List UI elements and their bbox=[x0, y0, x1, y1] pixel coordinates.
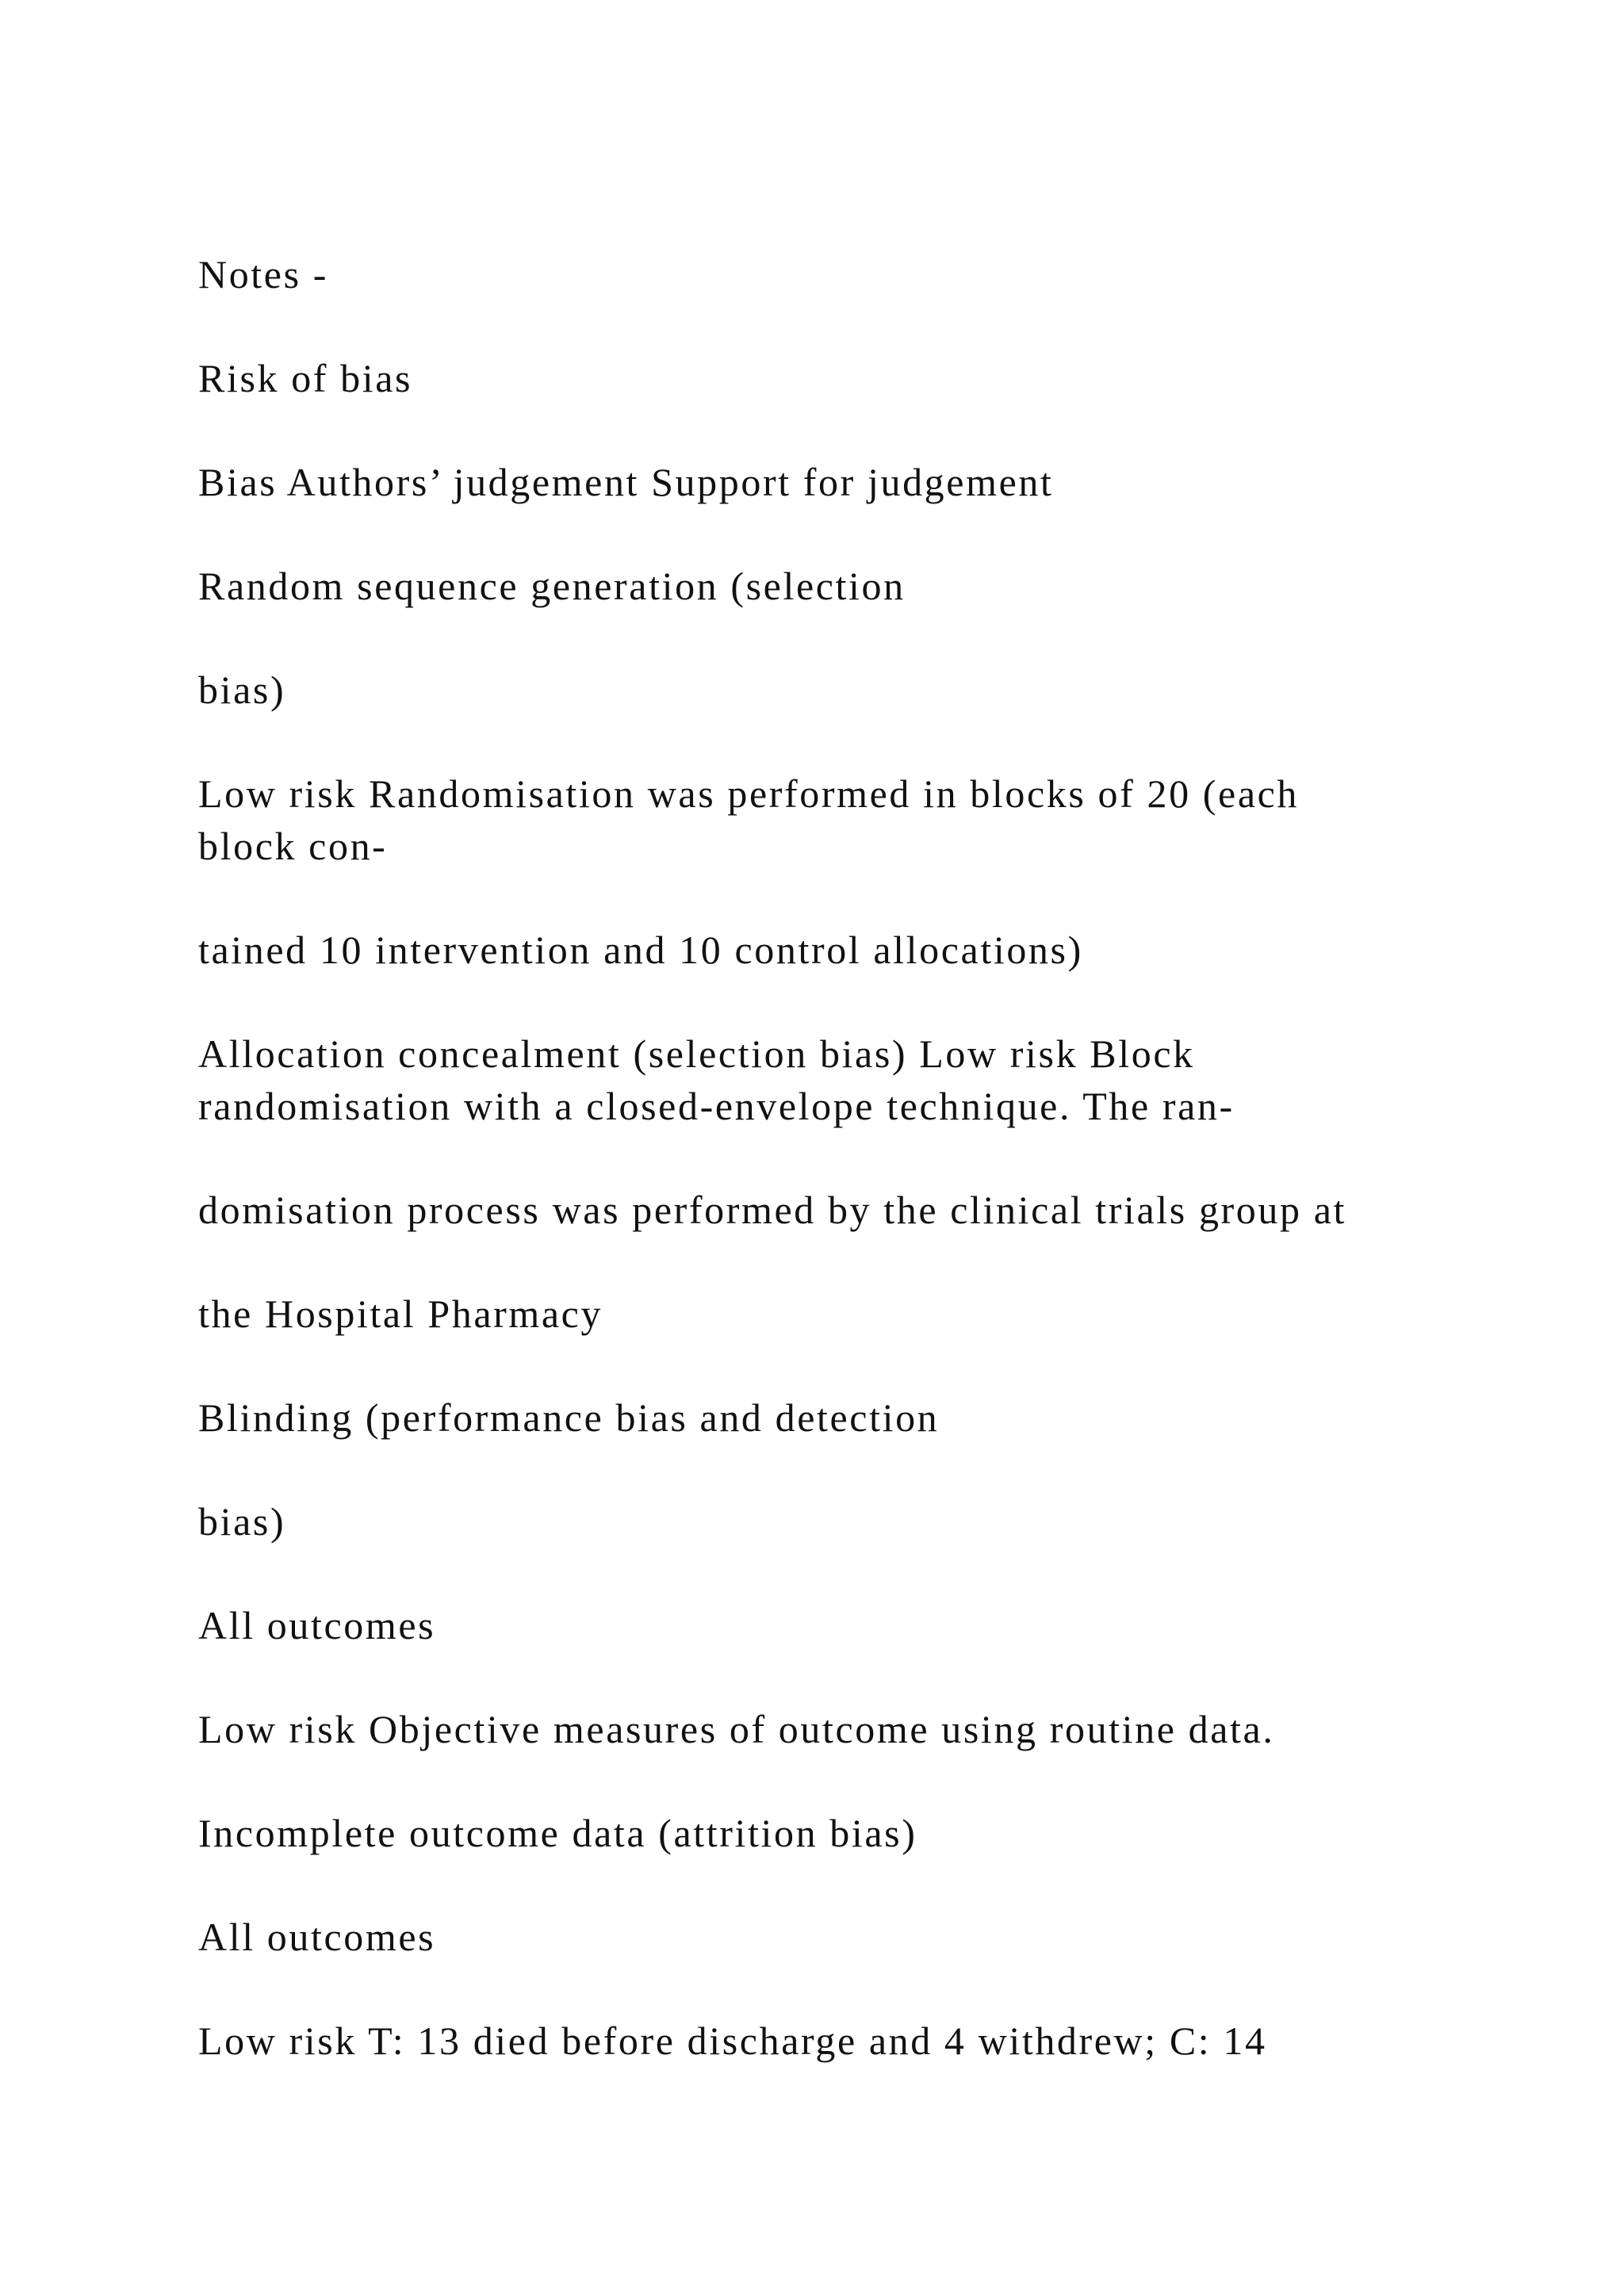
text-line: Random sequence generation (selection bbox=[198, 564, 906, 608]
text-line: randomisation with a closed-envelope technique. The ran- bbox=[198, 1084, 1235, 1128]
text-line: Incomplete outcome data (attrition bias) bbox=[198, 1811, 917, 1855]
text-line: All outcomes bbox=[198, 1915, 436, 1959]
text-line: Low risk T: 13 died before discharge and 4 withdrew; C: 14 bbox=[198, 2019, 1267, 2063]
text-line: bias) bbox=[198, 668, 286, 712]
text-line: block con- bbox=[198, 824, 388, 868]
text-line: Low risk Randomisation was performed in blocks of 20 (each bbox=[198, 771, 1300, 816]
text-line: Blinding (performance bias and detection bbox=[198, 1395, 940, 1440]
text-line: Low risk Objective measures of outcome using routine data. bbox=[198, 1707, 1275, 1751]
text-line: domisation process was performed by the clinical trials group at bbox=[198, 1188, 1346, 1232]
text-line: All outcomes bbox=[198, 1603, 436, 1647]
text-line: bias) bbox=[198, 1499, 286, 1544]
text-line: Allocation concealment (selection bias) Low risk Block bbox=[198, 1031, 1195, 1076]
notes-heading: Notes - bbox=[198, 252, 329, 297]
text-line: tained 10 intervention and 10 control allocations) bbox=[198, 928, 1083, 972]
risk-of-bias-heading: Risk of bias bbox=[198, 356, 413, 400]
text-line: the Hospital Pharmacy bbox=[198, 1292, 603, 1336]
table-header-line: Bias Authors’ judgement Support for judgement bbox=[198, 460, 1054, 504]
